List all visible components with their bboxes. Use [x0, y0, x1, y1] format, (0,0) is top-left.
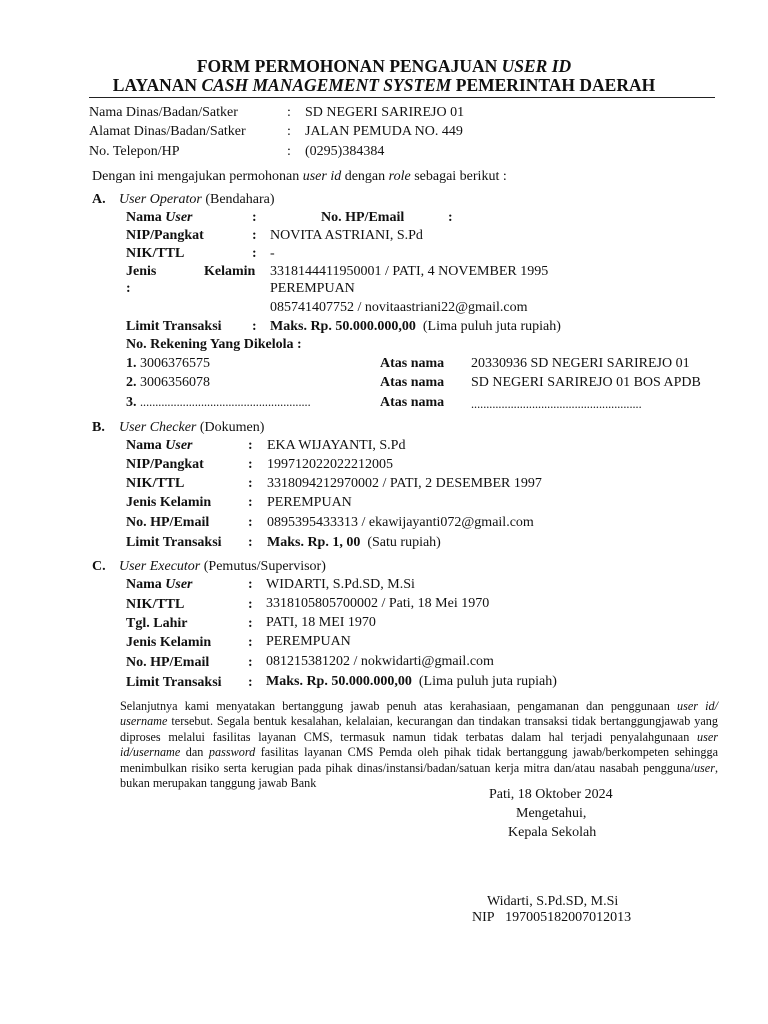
section-c-limit-value: Maks. Rp. 50.000.000,00 — [266, 674, 412, 689]
section-a-role-suffix: (Bendahara) — [201, 192, 275, 207]
header-label-dinas: Nama Dinas/Badan/Satker — [89, 105, 238, 120]
rekening-nama: SD NEGERI SARIREJO 01 BOS APDB — [471, 375, 701, 390]
label-text: Nama — [126, 438, 166, 453]
label-text: No. HP/Email — [126, 515, 210, 530]
section-b-limit-label: Limit Transaksi — [126, 535, 222, 550]
signature-name: Widarti, S.Pd.SD, M.Si — [487, 894, 619, 909]
section-b-colon: : — [248, 476, 253, 491]
section-c-label — [126, 577, 193, 593]
section-b-label — [126, 515, 209, 531]
section-c-limit — [266, 674, 557, 690]
section-c-colon: : — [248, 616, 253, 631]
signature-mengetahui: Mengetahui, — [516, 806, 587, 821]
label-text: NIK/TTL — [126, 476, 185, 491]
section-a-rekening-label: No. Rekening Yang Dikelola : — [126, 337, 302, 352]
form-title — [0, 56, 768, 77]
section-a-value-2: - — [270, 246, 275, 261]
section-a-value-5: 085741407752 / novitaastriani22@gmail.com — [270, 300, 528, 315]
label-text: Nama — [126, 577, 166, 592]
section-b-role-suffix: (Dokumen) — [196, 420, 265, 435]
section-a-nip-label: NIP/Pangkat — [126, 228, 204, 243]
section-c-colon: : — [248, 655, 253, 670]
label-text: No. HP/Email — [126, 655, 210, 670]
section-c-colon: : — [248, 597, 253, 612]
statement-italic: password — [208, 745, 256, 760]
section-b-value: 3318094212970002 / PATI, 2 DESEMBER 1997 — [267, 476, 542, 491]
section-c-value: PEREMPUAN — [266, 634, 351, 649]
nama-label-user: User — [165, 210, 193, 225]
section-b-value: PEREMPUAN — [267, 495, 352, 510]
section-a-value-1: NOVITA ASTRIANI, S.Pd — [270, 228, 423, 243]
form-subtitle — [0, 75, 768, 96]
section-c-label — [126, 616, 187, 632]
statement-italic: user — [693, 760, 715, 775]
section-c-colon: : — [248, 635, 253, 650]
signature-jabatan: Kepala Sekolah — [508, 825, 597, 840]
rekening-row-2 — [126, 375, 210, 391]
section-a-nama-label — [126, 210, 193, 226]
rekening-atas-nama: Atas nama — [380, 395, 445, 410]
section-b-limit-words: (Satu rupiah) — [367, 535, 441, 550]
statement-paragraph — [120, 699, 718, 791]
section-a-colon: : — [252, 319, 257, 334]
statement-text: dan — [180, 745, 209, 760]
section-c-limit-words: (Lima puluh juta rupiah) — [418, 674, 557, 689]
section-a-limit-label: Limit Transaksi — [126, 319, 222, 334]
section-c-value: 3318105805700002 / Pati, 18 Mei 1970 — [266, 596, 490, 611]
section-a-colon: : — [126, 281, 131, 296]
section-a-limit-value: Maks. Rp. 50.000.000,00 — [270, 319, 416, 334]
section-b-colon: : — [248, 495, 253, 510]
title-divider — [89, 97, 715, 98]
title-text: FORM PERMOHONAN PENGAJUAN — [196, 56, 502, 76]
section-a-limit-words: (Lima puluh juta rupiah) — [422, 319, 561, 334]
label-text: Tgl. Lahir — [126, 616, 188, 631]
statement-italic: user id/ username — [120, 699, 719, 729]
section-a-nohp-header: No. HP/Email — [321, 210, 405, 225]
signature-nip-value: 197005182007012013 — [505, 910, 632, 925]
header-colon: : — [287, 105, 291, 120]
statement-text: fasilitas layanan CMS Pemda oleh pihak tidak bertanggung jawab/berkompeten sehingga menimbulkan risiko serta kerugian pada pihak dinas/instansi/badan/satuan kerja mitra dan/atau nasabah pengguna/ — [120, 745, 718, 775]
label-text: NIP/Pangkat — [126, 457, 204, 472]
rekening-no: 1. — [126, 356, 137, 371]
section-b-value: 0895395433313 / ekawijayanti072@gmail.com — [267, 515, 534, 530]
section-c-colon: : — [248, 675, 253, 690]
rekening-nama: 20330936 SD NEGERI SARIREJO 01 — [471, 356, 690, 371]
statement-text: Selanjutnya kami menyatakan bertanggung jawab penuh atas kerahasiaan, pengamanan dan penggunaan — [120, 699, 677, 713]
rekening-row-3 — [126, 395, 311, 411]
section-c-label — [126, 597, 184, 613]
section-a-jenis-label-a: Jenis — [126, 264, 157, 279]
header-colon: : — [287, 124, 291, 139]
header-value-alamat: JALAN PEMUDA NO. 449 — [305, 124, 463, 139]
label-user: User — [165, 438, 193, 453]
signature-nip-label: NIP — [472, 910, 495, 925]
intro-role: role — [388, 169, 411, 184]
label-text: Jenis Kelamin — [126, 635, 212, 650]
intro-userid: user id — [302, 169, 342, 184]
rekening-value: 3006376575 — [140, 356, 210, 371]
section-c-label — [126, 635, 211, 651]
header-label-telepon: No. Telepon/HP — [89, 144, 180, 159]
section-a-colon: : — [252, 228, 257, 243]
title-user-id: USER ID — [501, 56, 572, 76]
signature-nip — [472, 910, 631, 926]
section-b-value: 199712022022212005 — [267, 457, 393, 472]
nama-label-text: Nama — [126, 210, 166, 225]
section-a-colon: : — [252, 246, 257, 261]
section-b-colon: : — [248, 515, 253, 530]
header-value-dinas: SD NEGERI SARIREJO 01 — [305, 105, 465, 120]
section-a-colon: : — [252, 210, 257, 225]
intro-c: dengan — [341, 169, 389, 184]
section-b-limit — [267, 535, 441, 551]
section-b-letter: B. — [92, 420, 105, 435]
subtitle-cms: CASH MANAGEMENT SYSTEM — [201, 75, 452, 95]
section-a-jenis-label-b: Kelamin — [204, 264, 256, 279]
label-text: NIK/TTL — [126, 597, 185, 612]
section-c-value: WIDARTI, S.Pd.SD, M.Si — [266, 577, 415, 592]
rekening-row-1 — [126, 356, 210, 372]
section-c-letter: C. — [92, 559, 106, 574]
section-b-value: EKA WIJAYANTI, S.Pd — [267, 438, 406, 453]
section-a-colon: : — [448, 210, 453, 225]
section-a-nik-label: NIK/TTL — [126, 246, 185, 261]
section-b-heading — [119, 420, 264, 436]
section-c-role-suffix: (Pemutus/Supervisor) — [200, 559, 326, 574]
rekening-no: 3. — [126, 395, 137, 410]
signature-place-date: Pati, 18 Oktober 2024 — [489, 787, 613, 802]
subtitle-text-a: LAYANAN — [112, 75, 202, 95]
rekening-atas-nama: Atas nama — [380, 375, 445, 390]
header-label-alamat: Alamat Dinas/Badan/Satker — [89, 124, 246, 139]
statement-text: , bukan merupakan tanggung jawab Bank — [120, 760, 718, 791]
section-c-value: 081215381202 / nokwidarti@gmail.com — [266, 654, 494, 669]
section-b-role: User Checker — [119, 420, 197, 435]
statement-italic: user id/username — [120, 729, 718, 760]
section-a-value-4: PEREMPUAN — [270, 281, 355, 296]
intro-text — [92, 169, 507, 185]
label-user: User — [165, 577, 193, 592]
section-c-value: PATI, 18 MEI 1970 — [266, 615, 376, 630]
section-c-colon: : — [248, 577, 253, 592]
section-b-label — [126, 476, 184, 492]
section-a-value-3: 3318144411950001 / PATI, 4 NOVEMBER 1995 — [270, 264, 549, 279]
section-b-limit-value: Maks. Rp. 1, 00 — [267, 535, 361, 550]
rekening-atas-nama: Atas nama — [380, 356, 445, 371]
section-b-label — [126, 495, 211, 511]
section-c-heading — [119, 559, 326, 575]
section-b-label — [126, 438, 193, 454]
section-b-colon: : — [248, 457, 253, 472]
section-a-role: User Operator — [119, 192, 202, 207]
header-colon: : — [287, 144, 291, 159]
rekening-value: 3006356078 — [140, 375, 210, 390]
section-c-label — [126, 655, 209, 671]
section-a-heading — [119, 192, 275, 208]
section-c-limit-label: Limit Transaksi — [126, 675, 222, 690]
rekening-value: ........................................................ — [140, 395, 311, 409]
section-b-colon: : — [248, 535, 253, 550]
section-b-colon: : — [248, 438, 253, 453]
intro-e: sebagai berikut : — [410, 169, 507, 184]
section-a-limit — [270, 319, 561, 335]
subtitle-text-c: PEMERINTAH DAERAH — [451, 75, 656, 95]
intro-a: Dengan ini mengajukan permohonan — [92, 169, 303, 184]
section-a-letter: A. — [92, 192, 106, 207]
rekening-no: 2. — [126, 375, 137, 390]
rekening-nama: ........................................................ — [471, 397, 642, 411]
header-value-telepon: (0295)384384 — [305, 144, 385, 159]
section-c-role: User Executor — [119, 559, 201, 574]
statement-text: tersebut. Segala bentuk kesalahan, kelalaian, kecurangan dan tindakan transaksi tidak bertanggungjawab yang diproses melalui fasilitas layanan CMS, termasuk namun tidak terbatas dalam hal terjadi penyalahgunaan — [120, 714, 718, 744]
section-b-label — [126, 457, 204, 473]
label-text: Jenis Kelamin — [126, 495, 212, 510]
